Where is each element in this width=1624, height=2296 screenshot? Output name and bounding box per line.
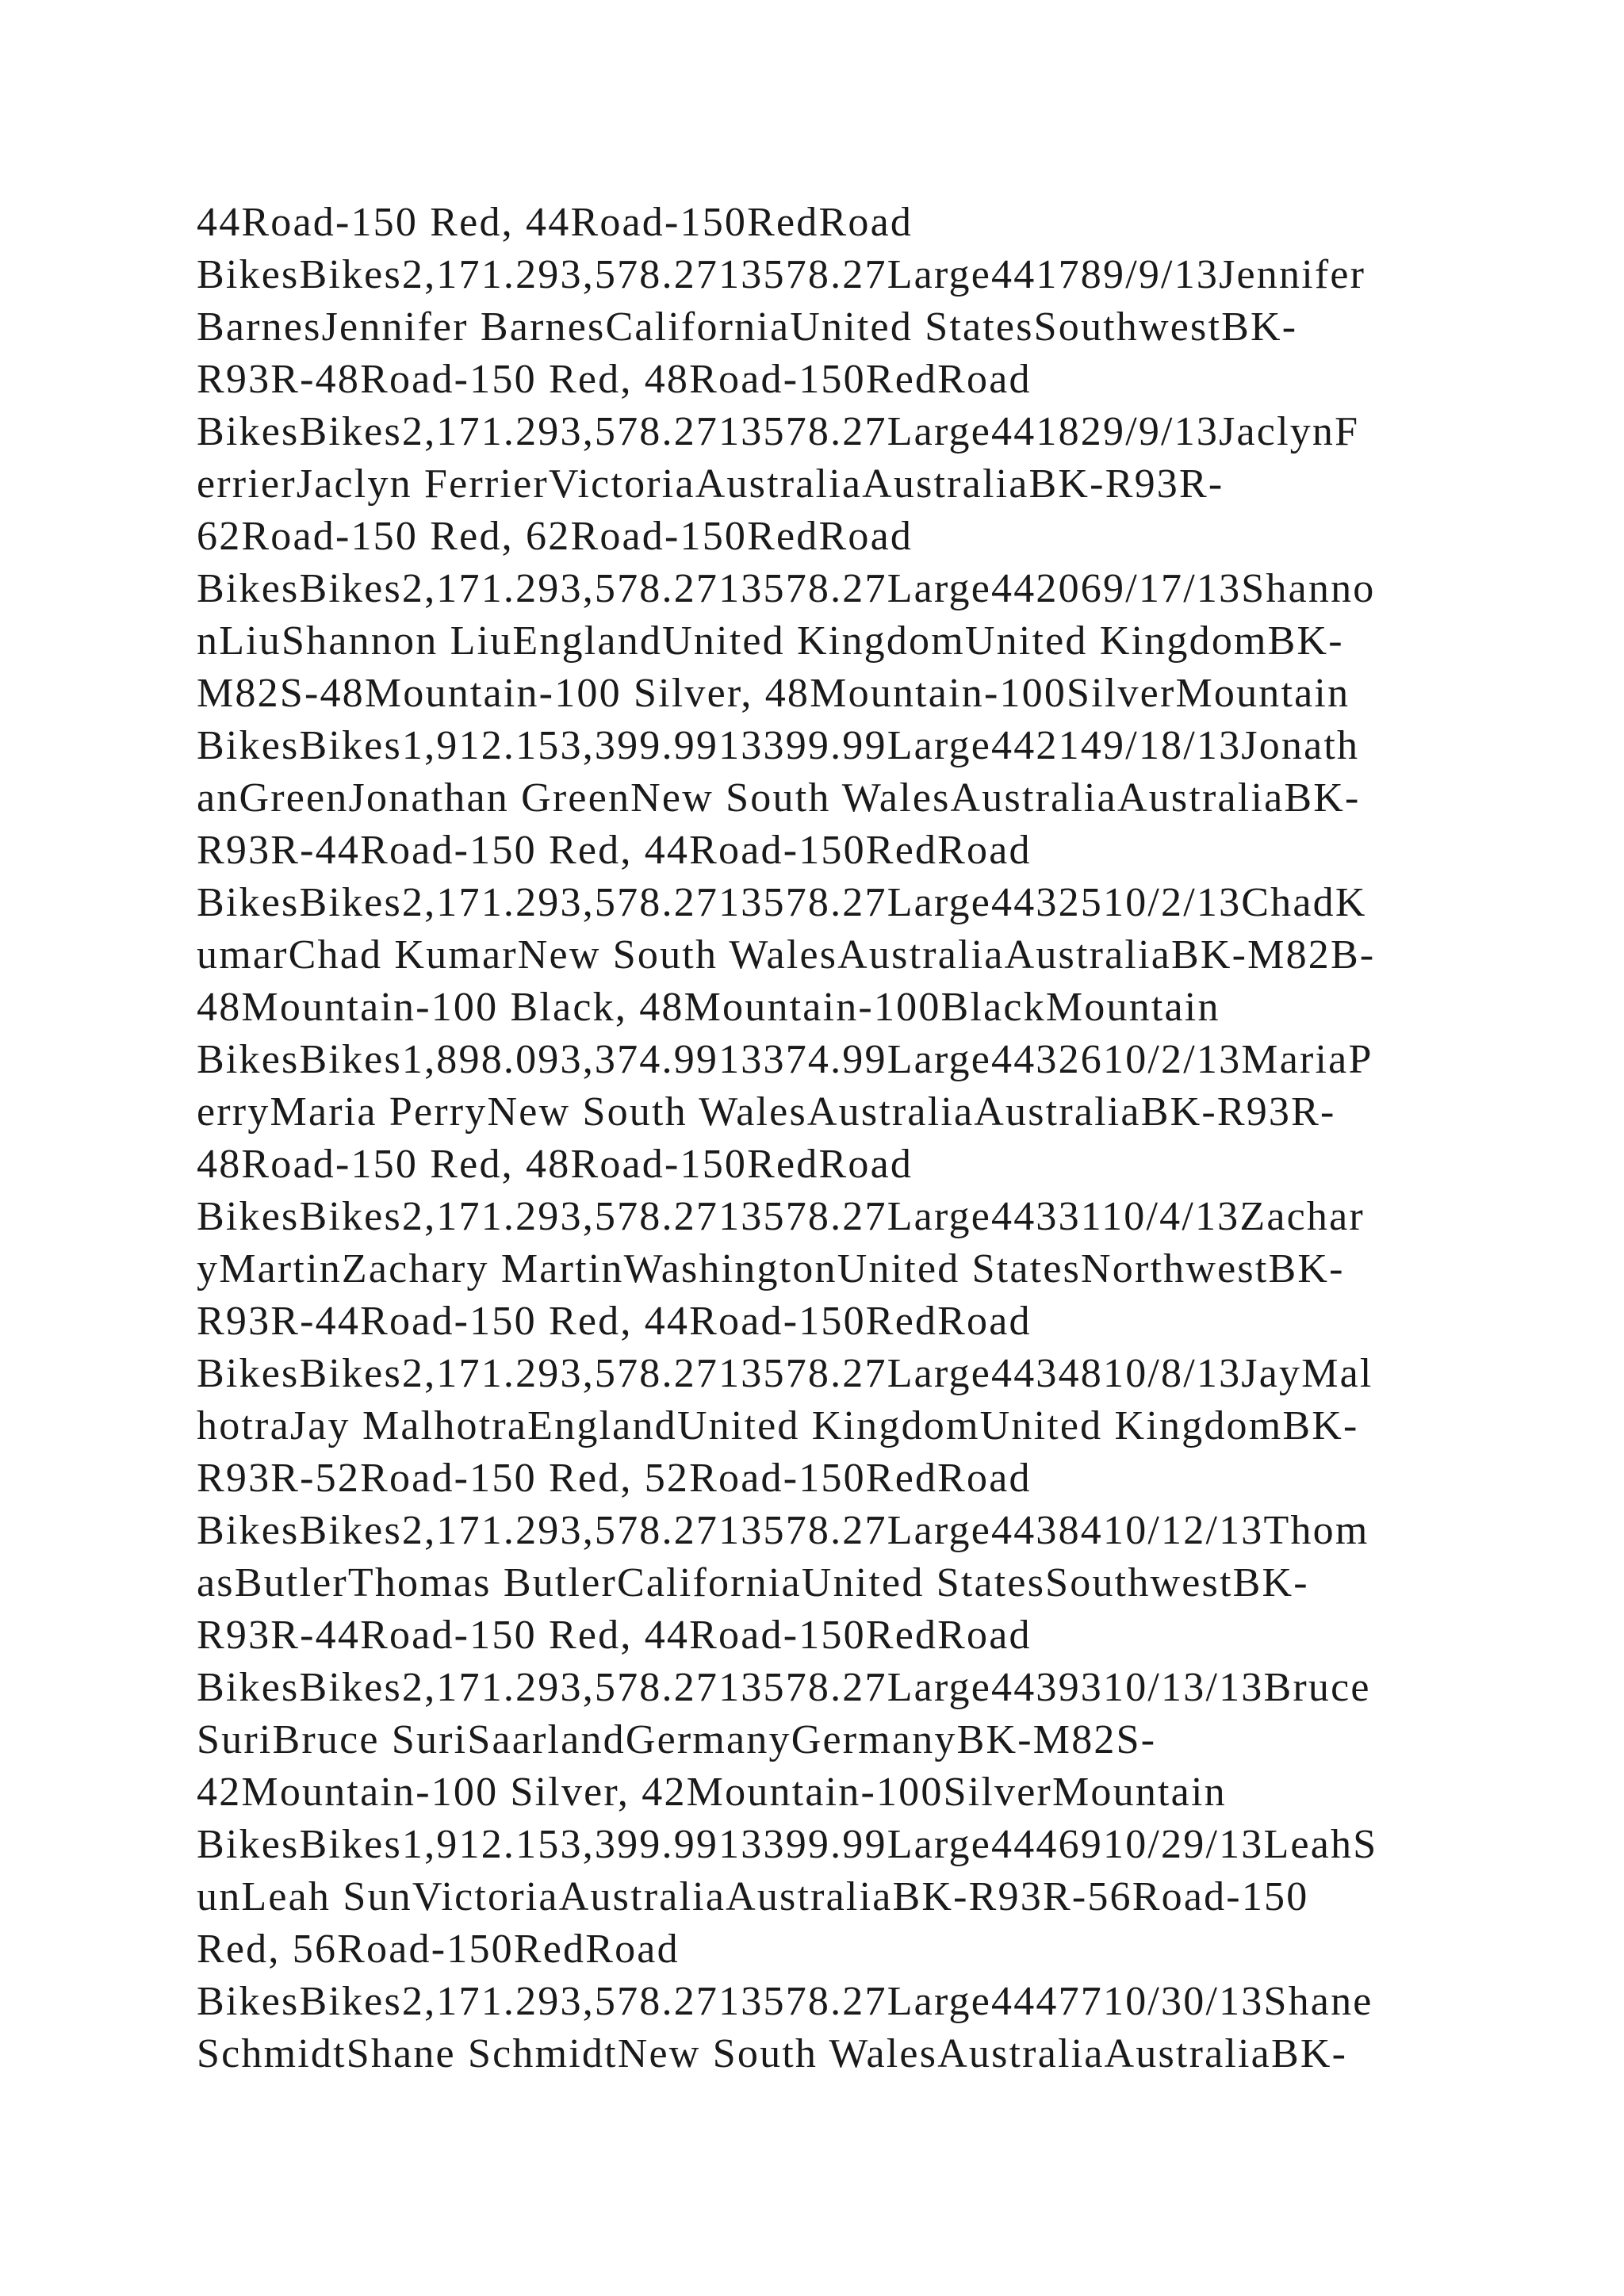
text-line: SuriBruce SuriSaarlandGermanyGermanyBK-M82S- [197, 1717, 1157, 1762]
text-line: 42Mountain-100 Silver, 42Mountain-100SilverMountain [197, 1770, 1227, 1815]
text-line: BikesBikes2,171.293,578.2713578.27Large4439310/13/13Bruce [197, 1665, 1371, 1710]
text-line: R93R-44Road-150 Red, 44Road-150RedRoad [197, 828, 1032, 873]
text-line: BikesBikes2,171.293,578.2713578.27Large441829/9/13JaclynF [197, 409, 1360, 454]
text-line: BikesBikes1,898.093,374.9913374.99Large4432610/2/13MariaP [197, 1037, 1373, 1082]
text-line: BikesBikes2,171.293,578.2713578.27Large4433110/4/13Zachar [197, 1194, 1365, 1239]
text-line: erryMaria PerryNew South WalesAustraliaAustraliaBK-R93R- [197, 1089, 1336, 1135]
text-line: BikesBikes2,171.293,578.2713578.27Large442069/17/13Shanno [197, 566, 1376, 611]
text-line: 48Mountain-100 Black, 48Mountain-100BlackMountain [197, 985, 1220, 1030]
text-line: R93R-44Road-150 Red, 44Road-150RedRoad [197, 1613, 1032, 1658]
text-line: asButlerThomas ButlerCaliforniaUnited StatesSouthwestBK- [197, 1560, 1309, 1605]
document-body [197, 197, 1450, 2080]
text-line: Red, 56Road-150RedRoad [197, 1927, 680, 1972]
text-line: BikesBikes2,171.293,578.2713578.27Large441789/9/13Jennifer [197, 252, 1366, 297]
text-line: BarnesJennifer BarnesCaliforniaUnited StatesSouthwestBK- [197, 304, 1298, 350]
text-line: M82S-48Mountain-100 Silver, 48Mountain-100SilverMountain [197, 671, 1350, 716]
text-line: BikesBikes2,171.293,578.2713578.27Large4447710/30/13Shane [197, 1979, 1373, 2024]
text-line: errierJaclyn FerrierVictoriaAustraliaAustraliaBK-R93R- [197, 461, 1224, 507]
text-line: R93R-52Road-150 Red, 52Road-150RedRoad [197, 1456, 1032, 1501]
text-line: 62Road-150 Red, 62Road-150RedRoad [197, 514, 914, 559]
text-line: BikesBikes2,171.293,578.2713578.27Large4438410/12/13Thom [197, 1508, 1369, 1553]
text-line: BikesBikes1,912.153,399.9913399.99Large4446910/29/13LeahS [197, 1822, 1378, 1867]
text-line: R93R-48Road-150 Red, 48Road-150RedRoad [197, 357, 1032, 402]
text-line: yMartinZachary MartinWashingtonUnited StatesNorthwestBK- [197, 1246, 1345, 1292]
text-line: 48Road-150 Red, 48Road-150RedRoad [197, 1142, 914, 1187]
text-line: R93R-44Road-150 Red, 44Road-150RedRoad [197, 1299, 1032, 1344]
text-line: BikesBikes2,171.293,578.2713578.27Large4432510/2/13ChadK [197, 880, 1367, 925]
text-line: umarChad KumarNew South WalesAustraliaAustraliaBK-M82B- [197, 932, 1376, 978]
text-line: nLiuShannon LiuEnglandUnited KingdomUnited KingdomBK- [197, 618, 1344, 664]
text-line: hotraJay MalhotraEnglandUnited KingdomUnited KingdomBK- [197, 1403, 1359, 1448]
text-line: SchmidtShane SchmidtNew South WalesAustraliaAustraliaBK- [197, 2031, 1348, 2076]
text-line: unLeah SunVictoriaAustraliaAustraliaBK-R93R-56Road-150 [197, 1874, 1309, 1919]
text-line: BikesBikes1,912.153,399.9913399.99Large442149/18/13Jonath [197, 723, 1360, 768]
text-line: anGreenJonathan GreenNew South WalesAustraliaAustraliaBK- [197, 775, 1361, 821]
text-line: 44Road-150 Red, 44Road-150RedRoad [197, 200, 914, 245]
text-line: BikesBikes2,171.293,578.2713578.27Large4434810/8/13JayMal [197, 1351, 1373, 1396]
